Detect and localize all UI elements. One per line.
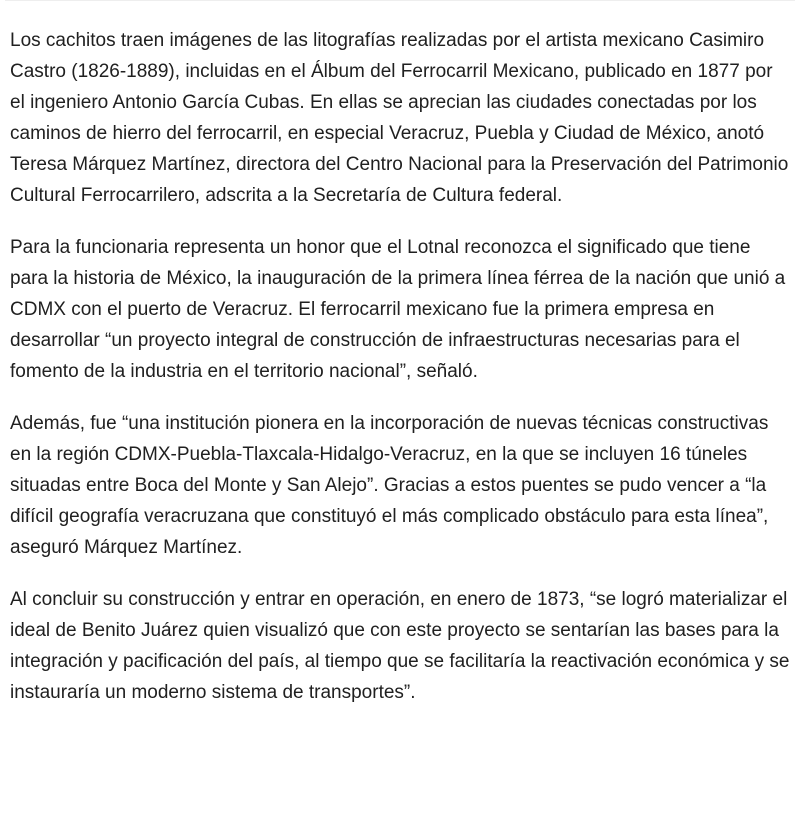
- article-paragraph-1: Los cachitos traen imágenes de las litografías realizadas por el artista mexicano Casimiro Castro (1826-1889), incluidas en el Álbum del Ferrocarril Mexicano, publicado en 1877 por el ingeniero Antonio García Cubas. En ellas se aprecian las ciudades conectadas por los caminos de hierro del ferrocarril, en especial Veracruz, Puebla y Ciudad de México, anotó Teresa Márquez Martínez, directora del Centro Nacional para la Preservación del Patrimonio Cultural Ferrocarrilero, adscrita a la Secretaría de Cultura federal.: [10, 30, 789, 206]
- article-paragraph-2: Para la funcionaria representa un honor que el Lotnal reconozca el significado que tiene para la historia de México, la inauguración de la primera línea férrea de la nación que unió a CDMX con el puerto de Veracruz. El ferrocarril mexicano fue la primera empresa en desarrollar “un proyecto integral de construcción de infraestructuras necesarias para el fomento de la industria en el territorio nacional”, señaló.: [10, 237, 786, 382]
- article-paragraph-4: Al concluir su construcción y entrar en operación, en enero de 1873, “se logró materializar el ideal de Benito Juárez quien visualizó que con este proyecto se sentarían las bases para la integración y pacificación del país, al tiempo que se facilitaría la reactivación económica y se instauraría un moderno sistema de transportes”.: [10, 589, 790, 703]
- article-paragraph-3: Además, fue “una institución pionera en la incorporación de nuevas técnicas constructivas en la región CDMX-Puebla-Tlaxcala-Hidalgo-Veracruz, en la que se incluyen 16 túneles situadas entre Boca del Monte y San Alejo”. Gracias a estos puentes se pudo vencer a “la difícil geografía veracruzana que constituyó el más complicado obstáculo para esta línea”, aseguró Márquez Martínez.: [10, 413, 769, 558]
- top-divider: [5, 0, 795, 1]
